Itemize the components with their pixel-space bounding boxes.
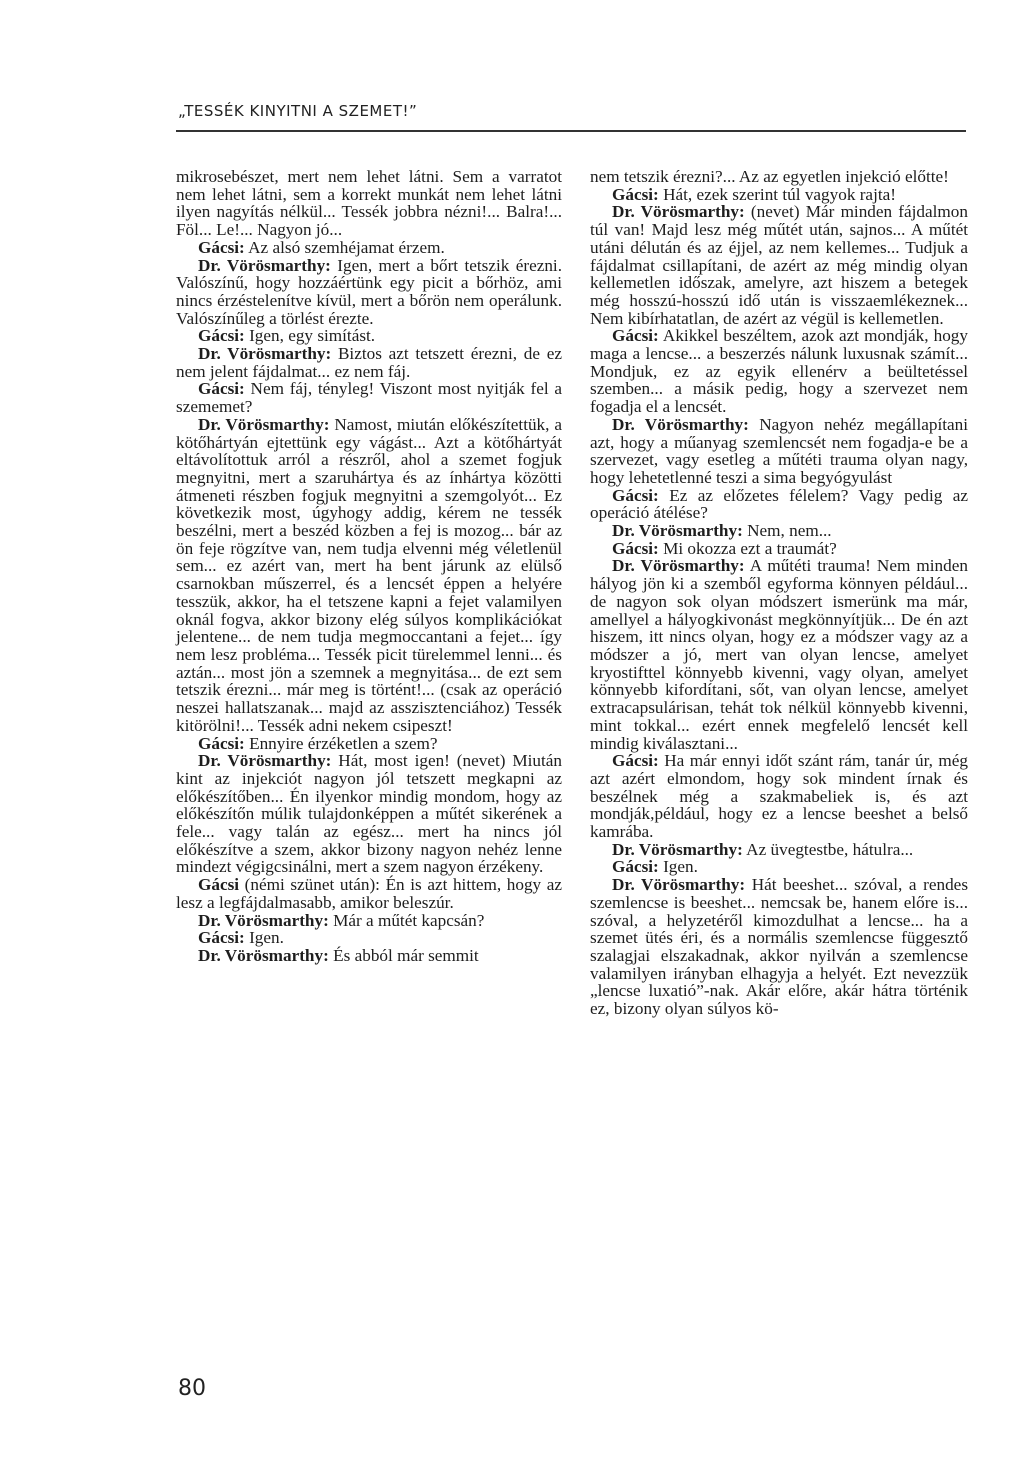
speaker-label: Dr. Vörösmarthy: xyxy=(198,751,332,771)
paragraph xyxy=(176,735,562,753)
speaker-label: Gácsi: xyxy=(198,733,245,753)
paragraph-text: Igen. xyxy=(249,928,284,948)
paragraph xyxy=(176,168,562,239)
paragraph xyxy=(590,858,968,876)
paragraph-text: Hát, ezek szerint túl vagyok rajta! xyxy=(663,184,896,204)
paragraph xyxy=(590,416,968,487)
paragraph-text: Ennyire érzéketlen a szem? xyxy=(249,733,438,753)
paragraph-text: Igen, egy simítást. xyxy=(249,326,376,346)
speaker-label: Dr. Vörösmarthy: xyxy=(612,839,743,859)
running-head: „TESSÉK KINYITNI A SZEMET!” xyxy=(178,102,418,120)
paragraph xyxy=(590,327,968,416)
paragraph-text: Az alsó szemhéjamat érzem. xyxy=(248,237,445,257)
speaker-label: Gácsi xyxy=(198,875,240,895)
paragraph xyxy=(176,947,562,965)
speaker-label: Dr. Vörösmarthy: xyxy=(612,414,749,434)
paragraph-text: Igen. xyxy=(663,857,698,877)
paragraph-text: Ha már ennyi időt szánt rám, tanár úr, még azt azért elmondom, hogy sok mindent írnak és beszélnek még a szakmabeliek is, és azt mondják,például, hogy ez a lencse beeshet a belső kamrába. xyxy=(590,751,968,842)
paragraph xyxy=(590,540,968,558)
paragraph xyxy=(590,168,968,186)
speaker-label: Gácsi: xyxy=(612,538,659,558)
left-text-column xyxy=(176,168,562,965)
paragraph-text: Hát beeshet... szóval, a rendes szemlencse is beeshet... nemcsak be, hanem előre is... szóval, a helyzetéről kimozdulhat a lencse... ha a szemet ütés éri, és a normális szemlencse függesztő szalagjai elszakadnak, akkor nyilván a szemlencse valamilyen irányban elhagyja a helyét. Ezt nevezzük „lencse luxatió”-nak. Akár előre, akár hátra történik ez, bizony olyan súlyos kö- xyxy=(590,875,969,1019)
paragraph-text: nem tetszik érezni?... Az az egyetlen injekció előtte! xyxy=(590,167,949,186)
paragraph-text: És abból már semmit xyxy=(333,945,479,965)
paragraph xyxy=(176,929,562,947)
paragraph-text: Az üvegtestbe, hátulra... xyxy=(746,839,914,859)
paragraph-text: Namost, miután előkészítettük, a kötőhártyán ejtettünk egy vágást... Azt a kötőhártyát eltávolítottuk arról a részről, ahol a szemet fogjuk megnyitni, mert a szaruhártya és az ínhártya közötti átmeneti részben fogjuk megnyitni a szemgolyót... Ez következik most, úgyhogy addig, kérem ne tessék beszélni, mert a beszéd közben a fej is mozog... bár az ön feje rögzítve van, nem tudja elvenni még véletlenül sem... ez azért van, mert ha bent járunk az elülső csarnokban műszerrel, és a lencsét éppen a helyére tesszük, akkor, ha el tetszene kapni a fejet valamilyen oknál fogva, akkor bizony elég súlyos komplikációkat jelentene... de nem tudja megmoccantani a fejet... így nem lesz probléma... Tessék picit türelemmel lenni... és aztán... most jön a szemnek a megnyitása... de ezt sem tetszik érezni... már meg is történt!... (csak az operáció neszei hallatszanak... majd az asszisztenciához) Tessék kitörölni!... Tessék adni nekem csipeszt! xyxy=(176,414,562,735)
paragraph xyxy=(176,345,562,380)
paragraph xyxy=(176,752,562,876)
speaker-label: Dr. Vörösmarthy: xyxy=(198,910,329,930)
paragraph xyxy=(590,487,968,522)
speaker-label: Gácsi: xyxy=(198,326,245,346)
paragraph xyxy=(590,876,968,1018)
paragraph-text: Mi okozza ezt a traumát? xyxy=(663,538,837,558)
speaker-label: Gácsi: xyxy=(612,751,659,771)
paragraph-text: Nem fáj, tényleg! Viszont most nyitják fel a szememet? xyxy=(176,379,562,417)
page-number: 80 xyxy=(178,1376,206,1401)
paragraph xyxy=(176,876,562,911)
paragraph-text: Nagyon nehéz megállapítani azt, hogy a műanyag szemlencsét nem fogadja-e be a szervezet, vagy esetleg a műtéti trauma olyan nagy, hogy lehetetlenné teszi a sima begyógyulást xyxy=(590,414,969,487)
paragraph xyxy=(590,522,968,540)
speaker-label: Gácsi: xyxy=(612,184,659,204)
speaker-label: Dr. Vörösmarthy: xyxy=(612,556,745,576)
speaker-label: Dr. Vörösmarthy: xyxy=(612,875,746,895)
paragraph-text: Már a műtét kapcsán? xyxy=(333,910,485,930)
speaker-label: Gácsi: xyxy=(198,379,245,399)
paragraph xyxy=(176,239,562,257)
speaker-label: Dr. Vörösmarthy: xyxy=(612,202,745,222)
paragraph xyxy=(590,841,968,859)
speaker-label: Dr. Vörösmarthy: xyxy=(198,344,332,364)
speaker-label: Dr. Vörösmarthy: xyxy=(198,414,330,434)
paragraph xyxy=(176,416,562,735)
speaker-label: Dr. Vörösmarthy: xyxy=(198,255,331,275)
paragraph-text: Igen, mert a bőrt tetszik érezni. Valószínű, hogy hozzáértünk egy picit a bőrhöz, ami nincs érzéstelenítve kívül, mert a bőrön nem operálunk. Valószínűleg a törlést érezte. xyxy=(176,255,562,328)
paragraph-text: Hát, most igen! (nevet) Miután kint az injekciót nagyon jól tetszett megkapni az előkészítőben... Én ilyenkor mindig mondom, hogy az előkészítőn múlik tulajdonképpen a műtét sikerének a fele... vagy talán az egész... mert ha nincs jól előkészítve a szem, akkor bizony nagyon nehéz lenne mindezt végigcsinálni, mert a szem nagyon érzékeny. xyxy=(176,751,562,877)
right-text-column xyxy=(590,168,968,1018)
speaker-label: Dr. Vörösmarthy: xyxy=(198,945,329,965)
header-rule xyxy=(176,130,966,132)
paragraph xyxy=(176,257,562,328)
paragraph-text: Biztos azt tetszett érezni, de ez nem jelent fájdalmat... ez nem fáj. xyxy=(176,344,562,381)
speaker-label: Dr. Vörösmarthy: xyxy=(612,521,743,541)
speaker-label: Gácsi: xyxy=(198,928,245,948)
paragraph-text: (némi szünet után): Én is azt hittem, hogy az lesz a legfájdalmasabb, amikor beleszúr. xyxy=(176,875,563,912)
paragraph xyxy=(590,557,968,752)
paragraph xyxy=(176,380,562,415)
paragraph xyxy=(176,912,562,930)
paragraph xyxy=(590,752,968,841)
paragraph-text: Nem, nem... xyxy=(747,521,832,541)
paragraph-text: (nevet) Már minden fájdalmon túl van! Majd lesz még műtét után, sajnos... A műtét utáni délután és az éjjel, az nem kellemes... Tudjuk a fájdalmat csillapítani, de azért az még mindig olyan kellemetlen időszak, amelyre, azt hiszem a betegek még hosszú-hosszú idő után is visszaemlékeznek... Nem kibírhatatlan, de azért az végül is kellemetlen. xyxy=(590,202,968,328)
speaker-label: Gácsi: xyxy=(198,237,245,257)
paragraph xyxy=(176,327,562,345)
speaker-label: Gácsi: xyxy=(612,326,659,346)
paragraph-text: A műtéti trauma! Nem minden hályog jön ki a szemből egyforma könnyen például... de nagyon sok olyan módszert ismerünk ma már, amellyel a hályogkivonást megkönnyítjük... De én azt hiszem, itt nincs olyan, hogy ez a módszer vagy az a módszer a jó, mert van olyan lencse, amelyet kryostifttel könnyebb kivenni, vagy olyan, amelyet könnyebb kifordítani, sőt, van olyan lencse, amelyet extracapsulárisan, tehát tok nélkül könnyebb kivenni, mint tokkal... ezért ennek megfelelő lencsét kell mindig kiválasztani... xyxy=(590,556,968,753)
paragraph xyxy=(590,203,968,327)
speaker-label: Gácsi: xyxy=(612,857,659,877)
paragraph xyxy=(590,186,968,204)
paragraph-text: Akikkel beszéltem, azok azt mondják, hogy maga a lencse... a beszerzés nálunk luxusnak számít... Mondjuk, ez az egyik ellenérv a beültetéssel szemben... a másik pedig, hogy a szervezet nem fogadja el a lencsét. xyxy=(590,326,968,417)
speaker-label: Gácsi: xyxy=(612,485,659,505)
paragraph-text: mikrosebészet, mert nem lehet látni. Sem a varratot nem lehet látni, sem a korrekt munkát nem lehet látni ilyen nagyítás nélkül... Tessék jobbra nézni!... Balra!... Föl... Le!... Nagyon jó... xyxy=(176,167,562,240)
paragraph-text: Ez az előzetes félelem? Vagy pedig az operáció átélése? xyxy=(590,485,969,523)
